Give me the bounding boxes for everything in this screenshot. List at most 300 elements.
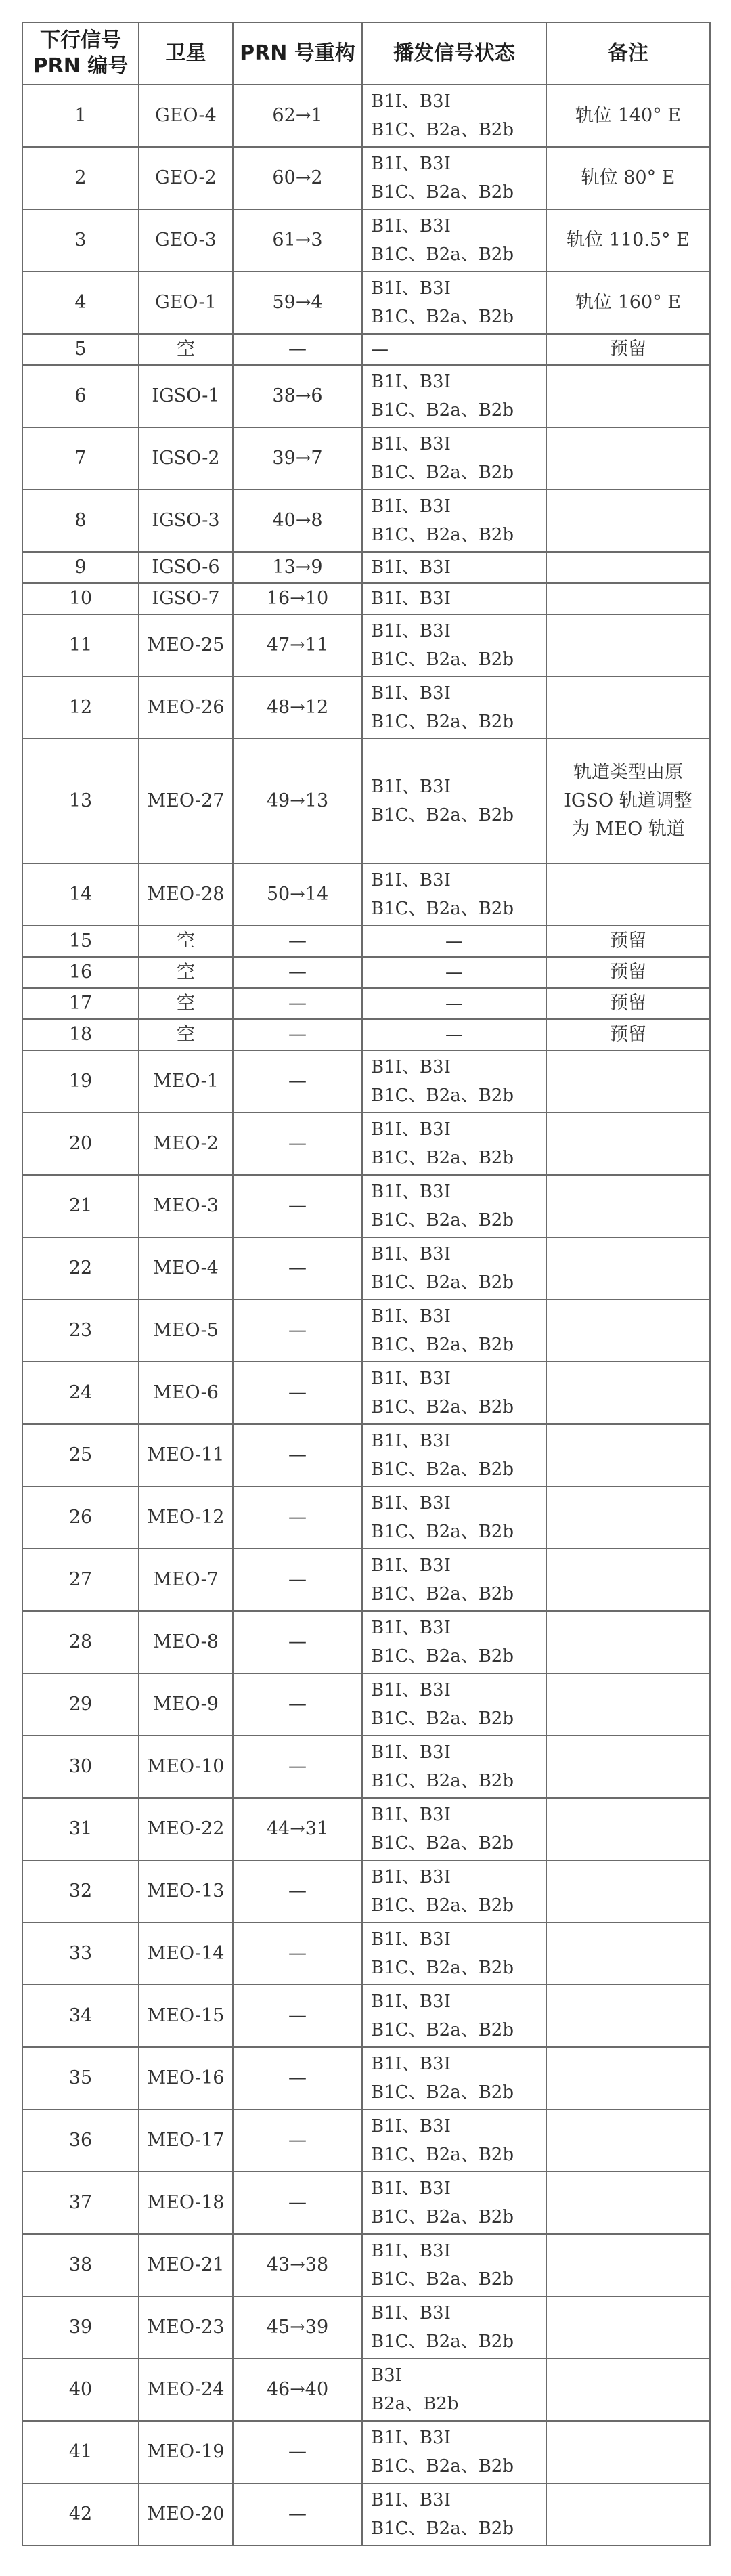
signal-line: B1C、B2a、B2b bbox=[371, 2518, 514, 2539]
signal-line: B1I、B3I bbox=[371, 621, 451, 641]
table-row bbox=[22, 1798, 710, 1860]
table-row bbox=[22, 1175, 710, 1237]
satellite-cell: MEO-26 bbox=[139, 677, 233, 739]
table-row bbox=[22, 1050, 710, 1113]
note-line: 预留 bbox=[610, 930, 646, 951]
table-row bbox=[22, 739, 710, 863]
signal-line: B1C、B2a、B2b bbox=[371, 2020, 514, 2040]
table-row bbox=[22, 677, 710, 739]
signal-cell bbox=[362, 2421, 546, 2483]
signal-line: B1C、B2a、B2b bbox=[371, 899, 514, 919]
note-cell bbox=[546, 1362, 710, 1424]
table-row bbox=[22, 1300, 710, 1362]
reconfig-cell: — bbox=[233, 2172, 362, 2234]
signal-line: B1C、B2a、B2b bbox=[371, 1272, 514, 1293]
satellite-cell: 空 bbox=[139, 988, 233, 1019]
signal-cell bbox=[362, 552, 546, 583]
satellite-cell: MEO-24 bbox=[139, 2359, 233, 2421]
signal-line: B1C、B2a、B2b bbox=[371, 400, 514, 421]
prn-cell: 1 bbox=[22, 85, 139, 147]
prn-cell: 18 bbox=[22, 1019, 139, 1050]
signal-line: B1I、B3I bbox=[371, 496, 451, 517]
signal-line: B1I、B3I bbox=[371, 1306, 451, 1327]
signal-line: B1C、B2a、B2b bbox=[371, 712, 514, 732]
satellite-cell: MEO-15 bbox=[139, 1985, 233, 2047]
prn-cell: 24 bbox=[22, 1362, 139, 1424]
reconfig-cell: — bbox=[233, 988, 362, 1019]
signal-line: B1I、B3I bbox=[371, 1182, 451, 1202]
signal-cell bbox=[362, 365, 546, 427]
note-cell bbox=[546, 1736, 710, 1798]
signal-line: B1C、B2a、B2b bbox=[371, 1148, 514, 1168]
reconfig-cell: — bbox=[233, 1736, 362, 1798]
satellite-cell: MEO-5 bbox=[139, 1300, 233, 1362]
signal-line: B1C、B2a、B2b bbox=[371, 1895, 514, 1916]
prn-cell: 16 bbox=[22, 957, 139, 988]
signal-cell bbox=[362, 334, 546, 365]
note-cell bbox=[546, 1985, 710, 2047]
reconfig-cell: 62→1 bbox=[233, 85, 362, 147]
table-row bbox=[22, 209, 710, 272]
table-header bbox=[22, 22, 710, 85]
prn-cell: 13 bbox=[22, 739, 139, 863]
satellite-cell: MEO-9 bbox=[139, 1673, 233, 1736]
signal-line: B1I、B3I bbox=[371, 1431, 451, 1451]
signal-line: B1C、B2a、B2b bbox=[371, 1086, 514, 1106]
signal-line: — bbox=[445, 993, 463, 1014]
prn-cell: 26 bbox=[22, 1486, 139, 1549]
note-cell bbox=[546, 427, 710, 490]
header-reconfig: PRN 号重构 bbox=[233, 22, 362, 85]
note-line: 为 MEO 轨道 bbox=[571, 819, 685, 840]
table-row bbox=[22, 1362, 710, 1424]
reconfig-cell: — bbox=[233, 2109, 362, 2172]
note-cell bbox=[546, 739, 710, 863]
signal-line: B1C、B2a、B2b bbox=[371, 1646, 514, 1667]
signal-line: B1C、B2a、B2b bbox=[371, 1397, 514, 1417]
signal-cell bbox=[362, 1019, 546, 1050]
prn-cell: 33 bbox=[22, 1923, 139, 1985]
table-row bbox=[22, 1611, 710, 1673]
note-line: 轨位 110.5° E bbox=[567, 230, 690, 251]
table-row bbox=[22, 1486, 710, 1549]
table-row bbox=[22, 490, 710, 552]
prn-cell: 4 bbox=[22, 272, 139, 334]
signal-cell bbox=[362, 427, 546, 490]
signal-line: B1I、B3I bbox=[371, 683, 451, 704]
signal-line: B1I、B3I bbox=[371, 870, 451, 890]
table-row bbox=[22, 1923, 710, 1985]
signal-line: B1I、B3I bbox=[371, 1493, 451, 1514]
note-cell bbox=[546, 365, 710, 427]
signal-line: B1C、B2a、B2b bbox=[371, 244, 514, 265]
note-cell bbox=[546, 334, 710, 365]
signal-line: B1I、B3I bbox=[371, 372, 451, 392]
note-cell bbox=[546, 2109, 710, 2172]
satellite-prn-table bbox=[22, 22, 711, 2546]
signal-cell bbox=[362, 2359, 546, 2421]
signal-line: B1C、B2a、B2b bbox=[371, 1335, 514, 1355]
prn-cell: 35 bbox=[22, 2047, 139, 2109]
satellite-cell: MEO-12 bbox=[139, 1486, 233, 1549]
table-row bbox=[22, 1673, 710, 1736]
prn-cell: 42 bbox=[22, 2483, 139, 2546]
satellite-cell: 空 bbox=[139, 1019, 233, 1050]
signal-line: B1I、B3I bbox=[371, 2490, 451, 2510]
satellite-cell: GEO-4 bbox=[139, 85, 233, 147]
table-row bbox=[22, 2172, 710, 2234]
note-cell bbox=[546, 552, 710, 583]
satellite-cell: IGSO-6 bbox=[139, 552, 233, 583]
satellite-cell: IGSO-7 bbox=[139, 583, 233, 614]
prn-cell: 5 bbox=[22, 334, 139, 365]
note-cell bbox=[546, 2047, 710, 2109]
table-row bbox=[22, 1549, 710, 1611]
table-row bbox=[22, 85, 710, 147]
table-row bbox=[22, 1985, 710, 2047]
header-prn-line2: PRN 编号 bbox=[32, 54, 129, 78]
prn-cell: 10 bbox=[22, 583, 139, 614]
satellite-cell: MEO-1 bbox=[139, 1050, 233, 1113]
signal-line: B1C、B2a、B2b bbox=[371, 307, 514, 327]
signal-line: B1I、B3I bbox=[371, 1244, 451, 1264]
reconfig-cell: — bbox=[233, 1362, 362, 1424]
prn-cell: 17 bbox=[22, 988, 139, 1019]
header-note: 备注 bbox=[546, 22, 710, 85]
reconfig-cell: — bbox=[233, 1860, 362, 1923]
reconfig-cell: — bbox=[233, 1113, 362, 1175]
signal-line: B1I、B3I bbox=[371, 1057, 451, 1077]
note-cell bbox=[546, 1300, 710, 1362]
satellite-cell: MEO-20 bbox=[139, 2483, 233, 2546]
note-cell bbox=[546, 147, 710, 209]
signal-cell bbox=[362, 1113, 546, 1175]
signal-line: B1I、B3I bbox=[371, 2054, 451, 2074]
signal-cell bbox=[362, 1673, 546, 1736]
prn-cell: 14 bbox=[22, 863, 139, 926]
signal-cell bbox=[362, 1798, 546, 1860]
signal-line: B1I、B3I bbox=[371, 777, 451, 797]
table-row bbox=[22, 1736, 710, 1798]
note-cell bbox=[546, 863, 710, 926]
note-cell bbox=[546, 1673, 710, 1736]
table-row bbox=[22, 1424, 710, 1486]
prn-cell: 40 bbox=[22, 2359, 139, 2421]
note-cell bbox=[546, 1860, 710, 1923]
prn-cell: 19 bbox=[22, 1050, 139, 1113]
table-row bbox=[22, 2047, 710, 2109]
note-cell bbox=[546, 1923, 710, 1985]
prn-cell: 29 bbox=[22, 1673, 139, 1736]
signal-cell bbox=[362, 2047, 546, 2109]
signal-cell bbox=[362, 490, 546, 552]
table-row bbox=[22, 583, 710, 614]
note-cell bbox=[546, 1549, 710, 1611]
note-cell bbox=[546, 1019, 710, 1050]
signal-cell bbox=[362, 1736, 546, 1798]
signal-line: B1C、B2a、B2b bbox=[371, 805, 514, 825]
reconfig-cell: — bbox=[233, 2483, 362, 2546]
signal-cell bbox=[362, 583, 546, 614]
prn-cell: 21 bbox=[22, 1175, 139, 1237]
reconfig-cell: 47→11 bbox=[233, 614, 362, 677]
reconfig-cell: — bbox=[233, 926, 362, 957]
note-cell bbox=[546, 1611, 710, 1673]
signal-cell bbox=[362, 1237, 546, 1300]
table-body bbox=[22, 85, 710, 2546]
note-cell bbox=[546, 614, 710, 677]
table-row bbox=[22, 863, 710, 926]
note-line: 轨道类型由原 bbox=[573, 762, 683, 783]
prn-cell: 20 bbox=[22, 1113, 139, 1175]
prn-cell: 39 bbox=[22, 2296, 139, 2359]
signal-line: B1C、B2a、B2b bbox=[371, 1709, 514, 1729]
satellite-cell: IGSO-1 bbox=[139, 365, 233, 427]
prn-cell: 28 bbox=[22, 1611, 139, 1673]
prn-cell: 27 bbox=[22, 1549, 139, 1611]
table-row bbox=[22, 2421, 710, 2483]
table-row bbox=[22, 147, 710, 209]
signal-cell bbox=[362, 863, 546, 926]
signal-line: B1C、B2a、B2b bbox=[371, 1522, 514, 1542]
note-cell bbox=[546, 2483, 710, 2546]
signal-line: B1I、B3I bbox=[371, 278, 451, 299]
signal-line: B1C、B2a、B2b bbox=[371, 2332, 514, 2352]
table-row bbox=[22, 926, 710, 957]
satellite-cell: MEO-4 bbox=[139, 1237, 233, 1300]
signal-cell bbox=[362, 1424, 546, 1486]
header-satellite: 卫星 bbox=[139, 22, 233, 85]
signal-line: B1I、B3I bbox=[371, 2241, 451, 2261]
table-row bbox=[22, 2296, 710, 2359]
signal-cell bbox=[362, 2109, 546, 2172]
prn-cell: 41 bbox=[22, 2421, 139, 2483]
signal-line: — bbox=[371, 339, 389, 360]
signal-line: B1C、B2a、B2b bbox=[371, 120, 514, 140]
signal-cell bbox=[362, 677, 546, 739]
satellite-cell: MEO-27 bbox=[139, 739, 233, 863]
prn-cell: 32 bbox=[22, 1860, 139, 1923]
satellite-cell: IGSO-2 bbox=[139, 427, 233, 490]
satellite-cell: MEO-8 bbox=[139, 1611, 233, 1673]
note-cell bbox=[546, 2296, 710, 2359]
note-cell bbox=[546, 583, 710, 614]
reconfig-cell: 38→6 bbox=[233, 365, 362, 427]
signal-line: B1I、B3I bbox=[371, 154, 451, 174]
satellite-cell: MEO-13 bbox=[139, 1860, 233, 1923]
reconfig-cell: — bbox=[233, 1300, 362, 1362]
signal-line: B1I、B3I bbox=[371, 2428, 451, 2448]
signal-cell bbox=[362, 1549, 546, 1611]
satellite-cell: MEO-25 bbox=[139, 614, 233, 677]
signal-cell bbox=[362, 739, 546, 863]
header-prn-line1: 下行信号 bbox=[40, 28, 121, 52]
signal-line: B1I、B3I bbox=[371, 1680, 451, 1700]
signal-line: B1I、B3I bbox=[371, 216, 451, 236]
signal-cell bbox=[362, 957, 546, 988]
prn-cell: 8 bbox=[22, 490, 139, 552]
reconfig-cell: 59→4 bbox=[233, 272, 362, 334]
signal-line: B1C、B2a、B2b bbox=[371, 2082, 514, 2103]
signal-line: B1C、B2a、B2b bbox=[371, 525, 514, 545]
table-row bbox=[22, 1860, 710, 1923]
note-cell bbox=[546, 677, 710, 739]
prn-cell: 3 bbox=[22, 209, 139, 272]
signal-cell bbox=[362, 2234, 546, 2296]
header-prn bbox=[22, 22, 139, 85]
satellite-cell: MEO-28 bbox=[139, 863, 233, 926]
signal-line: B1I、B3I bbox=[371, 1618, 451, 1638]
note-cell bbox=[546, 1050, 710, 1113]
satellite-cell: GEO-1 bbox=[139, 272, 233, 334]
prn-cell: 36 bbox=[22, 2109, 139, 2172]
signal-line: — bbox=[445, 1025, 463, 1045]
signal-line: B3I bbox=[371, 2365, 402, 2386]
signal-line: B1I、B3I bbox=[371, 2303, 451, 2323]
signal-line: B1I、B3I bbox=[371, 2116, 451, 2137]
note-cell bbox=[546, 209, 710, 272]
reconfig-cell: 61→3 bbox=[233, 209, 362, 272]
note-cell bbox=[546, 1237, 710, 1300]
signal-line: B1C、B2a、B2b bbox=[371, 1958, 514, 1978]
signal-line: B1I、B3I bbox=[371, 1992, 451, 2012]
signal-line: B1I、B3I bbox=[371, 1867, 451, 1887]
reconfig-cell: 50→14 bbox=[233, 863, 362, 926]
satellite-cell: MEO-19 bbox=[139, 2421, 233, 2483]
note-cell bbox=[546, 988, 710, 1019]
reconfig-cell: 40→8 bbox=[233, 490, 362, 552]
prn-cell: 34 bbox=[22, 1985, 139, 2047]
signal-cell bbox=[362, 1175, 546, 1237]
signal-line: B1C、B2a、B2b bbox=[371, 2456, 514, 2476]
table-row bbox=[22, 614, 710, 677]
prn-cell: 31 bbox=[22, 1798, 139, 1860]
signal-cell bbox=[362, 2483, 546, 2546]
header-signal: 播发信号状态 bbox=[362, 22, 546, 85]
prn-cell: 37 bbox=[22, 2172, 139, 2234]
table-row bbox=[22, 2359, 710, 2421]
signal-line: B1C、B2a、B2b bbox=[371, 182, 514, 202]
signal-cell bbox=[362, 1985, 546, 2047]
satellite-cell: MEO-16 bbox=[139, 2047, 233, 2109]
note-cell bbox=[546, 2359, 710, 2421]
satellite-cell: MEO-7 bbox=[139, 1549, 233, 1611]
note-cell bbox=[546, 85, 710, 147]
satellite-cell: 空 bbox=[139, 926, 233, 957]
note-line: 轨位 160° E bbox=[575, 292, 681, 313]
satellite-cell: MEO-3 bbox=[139, 1175, 233, 1237]
signal-line: B1I、B3I bbox=[371, 588, 451, 609]
table-row bbox=[22, 2234, 710, 2296]
signal-cell bbox=[362, 2296, 546, 2359]
table-row bbox=[22, 365, 710, 427]
signal-cell bbox=[362, 85, 546, 147]
reconfig-cell: — bbox=[233, 1549, 362, 1611]
note-cell bbox=[546, 490, 710, 552]
table-row bbox=[22, 552, 710, 583]
reconfig-cell: 39→7 bbox=[233, 427, 362, 490]
note-cell bbox=[546, 2421, 710, 2483]
signal-line: B1I、B3I bbox=[371, 1369, 451, 1389]
satellite-cell: GEO-2 bbox=[139, 147, 233, 209]
signal-line: B1I、B3I bbox=[371, 557, 451, 578]
reconfig-cell: — bbox=[233, 1019, 362, 1050]
prn-cell: 23 bbox=[22, 1300, 139, 1362]
note-cell bbox=[546, 1424, 710, 1486]
table-row bbox=[22, 1237, 710, 1300]
signal-cell bbox=[362, 614, 546, 677]
signal-line: B1I、B3I bbox=[371, 1742, 451, 1763]
satellite-cell: IGSO-3 bbox=[139, 490, 233, 552]
signal-cell bbox=[362, 1923, 546, 1985]
satellite-cell: MEO-11 bbox=[139, 1424, 233, 1486]
note-cell bbox=[546, 926, 710, 957]
signal-line: B1C、B2a、B2b bbox=[371, 1833, 514, 1853]
satellite-cell: MEO-2 bbox=[139, 1113, 233, 1175]
table-row bbox=[22, 2483, 710, 2546]
reconfig-cell: 48→12 bbox=[233, 677, 362, 739]
prn-cell: 9 bbox=[22, 552, 139, 583]
signal-line: B2a、B2b bbox=[371, 2394, 459, 2414]
note-line: 预留 bbox=[610, 962, 646, 983]
signal-line: B1I、B3I bbox=[371, 1805, 451, 1825]
reconfig-cell: — bbox=[233, 957, 362, 988]
header-row bbox=[22, 22, 710, 85]
prn-cell: 2 bbox=[22, 147, 139, 209]
reconfig-cell: 44→31 bbox=[233, 1798, 362, 1860]
table-row bbox=[22, 1113, 710, 1175]
note-line: 预留 bbox=[610, 993, 646, 1014]
signal-line: B1I、B3I bbox=[371, 1555, 451, 1576]
signal-line: B1I、B3I bbox=[371, 1119, 451, 1140]
satellite-cell: MEO-21 bbox=[139, 2234, 233, 2296]
signal-line: B1I、B3I bbox=[371, 2178, 451, 2199]
prn-cell: 11 bbox=[22, 614, 139, 677]
satellite-cell: MEO-6 bbox=[139, 1362, 233, 1424]
reconfig-cell: — bbox=[233, 1673, 362, 1736]
signal-cell bbox=[362, 1050, 546, 1113]
reconfig-cell: 49→13 bbox=[233, 739, 362, 863]
prn-cell: 12 bbox=[22, 677, 139, 739]
satellite-cell: MEO-17 bbox=[139, 2109, 233, 2172]
signal-line: B1C、B2a、B2b bbox=[371, 649, 514, 670]
signal-line: B1C、B2a、B2b bbox=[371, 2207, 514, 2227]
note-cell bbox=[546, 1175, 710, 1237]
table-row bbox=[22, 427, 710, 490]
prn-cell: 6 bbox=[22, 365, 139, 427]
reconfig-cell: — bbox=[233, 2421, 362, 2483]
table-row bbox=[22, 272, 710, 334]
signal-cell bbox=[362, 1300, 546, 1362]
prn-cell: 22 bbox=[22, 1237, 139, 1300]
signal-line: B1I、B3I bbox=[371, 1929, 451, 1950]
reconfig-cell: — bbox=[233, 1611, 362, 1673]
satellite-cell: MEO-22 bbox=[139, 1798, 233, 1860]
satellite-cell: 空 bbox=[139, 334, 233, 365]
reconfig-cell: 13→9 bbox=[233, 552, 362, 583]
signal-cell bbox=[362, 2172, 546, 2234]
reconfig-cell: — bbox=[233, 1486, 362, 1549]
reconfig-cell: 60→2 bbox=[233, 147, 362, 209]
signal-line: B1I、B3I bbox=[371, 91, 451, 112]
note-line: 轨位 80° E bbox=[581, 167, 675, 188]
signal-cell bbox=[362, 209, 546, 272]
reconfig-cell: — bbox=[233, 334, 362, 365]
signal-line: B1C、B2a、B2b bbox=[371, 1771, 514, 1791]
reconfig-cell: — bbox=[233, 1985, 362, 2047]
note-cell bbox=[546, 272, 710, 334]
reconfig-cell: — bbox=[233, 1424, 362, 1486]
